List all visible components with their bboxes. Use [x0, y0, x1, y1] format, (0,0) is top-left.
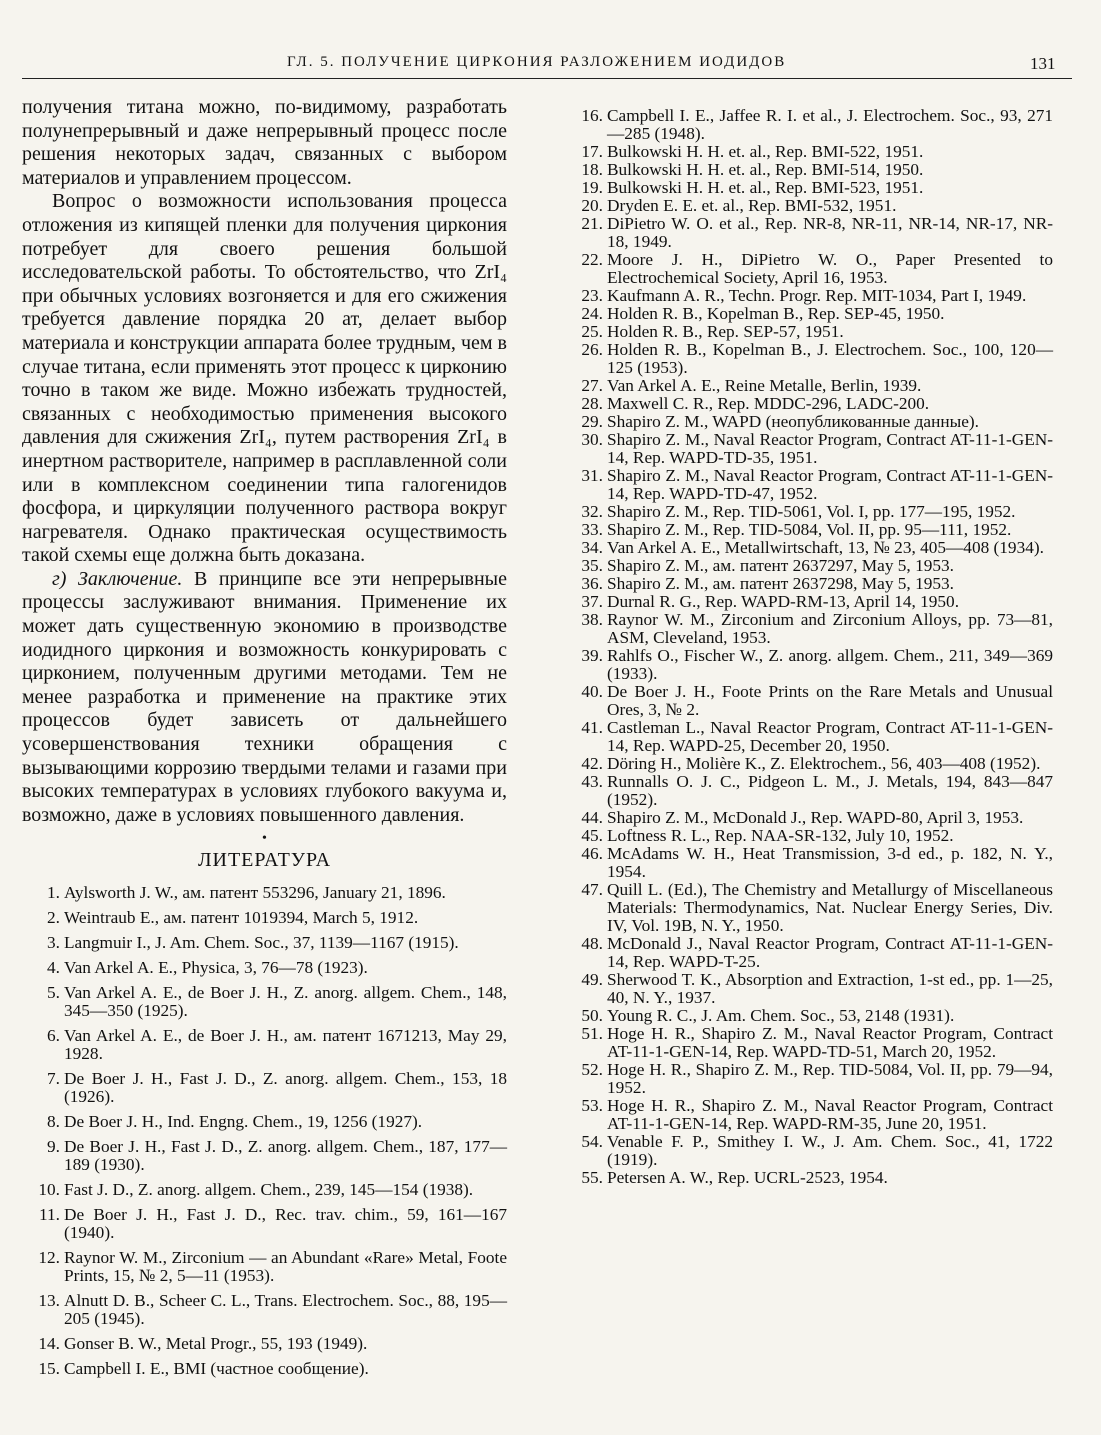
reference-item	[563, 683, 1053, 719]
reference-text: Hoge H. R., Shapiro Z. M., Naval Reactor Program, Contract AT-11-1-GEN-14, Rep. WAPD-TD-51, March 20, 1952.	[607, 1024, 1053, 1061]
reference-item	[22, 1360, 507, 1378]
reference-text: Petersen A. W., Rep. UCRL-2523, 1954.	[607, 1168, 888, 1187]
reference-text: Döring H., Molière K., Z. Elektrochem., 56, 403—408 (1952).	[607, 754, 1041, 773]
reference-item	[563, 1133, 1053, 1169]
reference-item	[563, 503, 1053, 521]
reference-item	[22, 1070, 507, 1106]
reference-text: De Boer J. H., Fast J. D., Z. anorg. allgem. Chem., 187, 177—189 (1930).	[64, 1137, 507, 1175]
reference-text: Shapiro Z. M., Naval Reactor Program, Contract AT-11-1-GEN-14, Rep. WAPD-TD-47, 1952.	[607, 466, 1053, 503]
reference-list-right	[563, 107, 1053, 1187]
literature-heading: ЛИТЕРАТУРА	[197, 849, 332, 872]
reference-item	[563, 215, 1053, 251]
reference-item	[563, 395, 1053, 413]
reference-number: 49.	[581, 970, 603, 989]
reference-number: 44.	[581, 808, 603, 827]
reference-item	[22, 984, 507, 1020]
reference-text: Kaufmann A. R., Techn. Progr. Rep. MIT-1034, Part I, 1949.	[607, 286, 1027, 305]
reference-list-left	[22, 884, 507, 1378]
reference-number: 1.	[47, 883, 60, 903]
reference-text: Sherwood T. K., Absorption and Extraction, 1-st ed., pp. 1—25, 40, N. Y., 1937.	[607, 970, 1053, 1007]
reference-item	[22, 884, 507, 902]
reference-item	[563, 755, 1053, 773]
reference-item	[563, 1169, 1053, 1187]
reference-number: 47.	[581, 880, 603, 899]
reference-text: DiPietro W. O. et al., Rep. NR-8, NR-11, NR-14, NR-17, NR-18, 1949.	[607, 214, 1053, 251]
reference-number: 35.	[581, 556, 603, 575]
reference-number: 12.	[38, 1248, 60, 1268]
reference-text: Loftness R. L., Rep. NAA-SR-132, July 10, 1952.	[607, 826, 954, 845]
reference-text: Shapiro Z. M., ам. патент 2637297, May 5, 1953.	[607, 556, 954, 575]
reference-item	[563, 377, 1053, 395]
reference-number: 21.	[581, 214, 603, 233]
reference-item	[22, 1181, 507, 1199]
reference-item	[22, 934, 507, 952]
reference-number: 20.	[581, 196, 603, 215]
reference-number: 41.	[581, 718, 603, 737]
reference-number: 22.	[581, 250, 603, 269]
reference-text: Van Arkel A. E., de Boer J. H., Z. anorg. allgem. Chem., 148, 345—350 (1925).	[64, 983, 507, 1021]
reference-text: Van Arkel A. E., Reine Metalle, Berlin, 1939.	[607, 376, 922, 395]
reference-text: Raynor W. M., Zirconium and Zirconium Alloys, pp. 73—81, ASM, Cleveland, 1953.	[607, 610, 1053, 647]
reference-item	[563, 287, 1053, 305]
reference-number: 8.	[47, 1112, 60, 1132]
reference-item	[563, 971, 1053, 1007]
reference-text: Maxwell C. R., Rep. MDDC-296, LADC-200.	[607, 394, 930, 413]
reference-text: De Boer J. H., Fast J. D., Rec. trav. chim., 59, 161—167 (1940).	[64, 1205, 507, 1243]
reference-number: 6.	[47, 1026, 60, 1046]
reference-text: Van Arkel A. E., Physica, 3, 76—78 (1923).	[64, 958, 368, 978]
reference-item	[563, 1061, 1053, 1097]
reference-item	[22, 1335, 507, 1353]
reference-text: Shapiro Z. M., Rep. TID-5084, Vol. II, pp. 95—111, 1952.	[607, 520, 1012, 539]
reference-text: Shapiro Z. M., Rep. TID-5061, Vol. I, pp. 177—195, 1952.	[607, 502, 1016, 521]
reference-item	[563, 161, 1053, 179]
reference-text: Van Arkel A. E., Metallwirtschaft, 13, № 23, 405—408 (1934).	[607, 538, 1044, 557]
reference-number: 50.	[581, 1006, 603, 1025]
reference-number: 46.	[581, 844, 603, 863]
reference-number: 40.	[581, 682, 603, 701]
reference-text: Fast J. D., Z. anorg. allgem. Chem., 239, 145—154 (1938).	[64, 1180, 474, 1200]
body-paragraph: Вопрос о возможности использования процесса отложения из кипящей пленки для получения циркония потребует для своего решения большой исследовательской работы. То обстоятельство, что ZrI₄ при обычных условиях возгоняется и для его сжижения требуется давление порядка 20 ат, делает выбор материала и конструкции аппарата более трудным, чем в случае титана, если применять этот процесс к цирконию точно в таком же виде. Можно избежать трудностей, связанных с необходимостью применения высокого давления для сжижения ZrI₄, путем растворения ZrI₄ в инертном растворителе, например в расплавленной соли или в комплексном соединении типа галогенидов фосфора, и циркуляции полученного раствора вокруг нагревателя. Однако практическая осуществимость такой схемы еще должна быть доказана.	[22, 190, 507, 567]
reference-text: Langmuir I., J. Am. Chem. Soc., 37, 1139—1167 (1915).	[64, 933, 459, 953]
reference-number: 36.	[581, 574, 603, 593]
reference-text: Quill L. (Ed.), The Chemistry and Metallurgy of Miscellaneous Materials: Thermodynamics, Nat. Nuclear Energy Series, Div. IV, Vol. 19B, N. Y., 1950.	[607, 880, 1053, 935]
reference-item	[563, 143, 1053, 161]
reference-number: 15.	[38, 1359, 60, 1379]
reference-text: Bulkowski H. H. et. al., Rep. BMI-523, 1951.	[607, 178, 924, 197]
reference-item	[563, 881, 1053, 935]
reference-item	[563, 467, 1053, 503]
reference-item	[563, 179, 1053, 197]
reference-number: 13.	[38, 1291, 60, 1311]
reference-item	[22, 959, 507, 977]
reference-number: 29.	[581, 412, 603, 431]
reference-item	[563, 107, 1053, 143]
reference-number: 17.	[581, 142, 603, 161]
reference-text: Durnal R. G., Rep. WAPD-RM-13, April 14, 1950.	[607, 592, 960, 611]
reference-item	[22, 1292, 507, 1328]
running-header	[22, 52, 1072, 79]
reference-item	[22, 1138, 507, 1174]
reference-number: 53.	[581, 1096, 603, 1115]
reference-item	[563, 413, 1053, 431]
reference-number: 14.	[38, 1334, 60, 1354]
conclusion-text: В принципе все эти непрерывные процессы заслуживают внимания. Применение их может дать существенную экономию в производстве иодидного циркония и возможность конкурировать с цирконием, полученным другими методами. Тем не менее разработка и применение на практике этих процессов будет зависеть от дальнейшего усовершенствования техники обращения с вызывающими коррозию твердыми телами и газами при высоких температурах в условиях глубокого вакуума и, возможно, даже в условиях повышенного давления.	[22, 567, 507, 826]
reference-item	[563, 647, 1053, 683]
reference-item	[22, 1027, 507, 1063]
reference-number: 42.	[581, 754, 603, 773]
reference-text: McAdams W. H., Heat Transmission, 3-d ed., p. 182, N. Y., 1954.	[607, 844, 1053, 881]
reference-item	[563, 1007, 1053, 1025]
reference-text: Shapiro Z. M., Naval Reactor Program, Contract AT-11-1-GEN-14, Rep. WAPD-TD-35, 1951.	[607, 430, 1053, 467]
section-bullet: •	[262, 831, 267, 847]
reference-number: 16.	[581, 106, 603, 125]
reference-number: 4.	[47, 958, 60, 978]
reference-text: Holden R. B., Rep. SEP-57, 1951.	[607, 322, 844, 341]
reference-item	[563, 431, 1053, 467]
reference-number: 33.	[581, 520, 603, 539]
reference-text: Holden R. B., Kopelman B., Rep. SEP-45, 1950.	[607, 304, 945, 323]
reference-number: 26.	[581, 340, 603, 359]
reference-number: 24.	[581, 304, 603, 323]
reference-number: 51.	[581, 1024, 603, 1043]
reference-text: Van Arkel A. E., de Boer J. H., ам. патент 1671213, May 29, 1928.	[64, 1026, 507, 1064]
reference-number: 55.	[581, 1168, 603, 1187]
reference-text: Runnalls O. J. C., Pidgeon L. M., J. Metals, 194, 843—847 (1952).	[607, 772, 1053, 809]
reference-text: Castleman L., Naval Reactor Program, Contract AT-11-1-GEN-14, Rep. WAPD-25, December 20, 1950.	[607, 718, 1053, 755]
reference-number: 23.	[581, 286, 603, 305]
reference-item	[563, 773, 1053, 809]
reference-number: 37.	[581, 592, 603, 611]
reference-number: 34.	[581, 538, 603, 557]
reference-item	[22, 1249, 507, 1285]
reference-text: Shapiro Z. M., McDonald J., Rep. WAPD-80, April 3, 1953.	[607, 808, 1024, 827]
reference-text: De Boer J. H., Ind. Engng. Chem., 19, 1256 (1927).	[64, 1112, 423, 1132]
reference-text: De Boer J. H., Foote Prints on the Rare Metals and Unusual Ores, 3, № 2.	[607, 682, 1053, 719]
reference-number: 3.	[47, 933, 60, 953]
reference-item	[563, 827, 1053, 845]
reference-item	[22, 909, 507, 927]
reference-number: 30.	[581, 430, 603, 449]
reference-item	[563, 323, 1053, 341]
reference-item	[563, 341, 1053, 377]
conclusion-lead: г) Заключение.	[52, 567, 183, 590]
conclusion-paragraph	[22, 568, 507, 828]
reference-number: 19.	[581, 178, 603, 197]
reference-item	[563, 719, 1053, 755]
reference-text: Venable F. P., Smithey I. W., J. Am. Chem. Soc., 41, 1722 (1919).	[607, 1132, 1053, 1169]
reference-text: Raynor W. M., Zirconium — an Abundant «Rare» Metal, Foote Prints, 15, № 2, 5—11 (1953).	[64, 1248, 507, 1286]
reference-number: 28.	[581, 394, 603, 413]
reference-number: 32.	[581, 502, 603, 521]
reference-item	[22, 1113, 507, 1131]
reference-item	[563, 197, 1053, 215]
reference-item	[563, 593, 1053, 611]
reference-item	[563, 557, 1053, 575]
reference-text: De Boer J. H., Fast J. D., Z. anorg. allgem. Chem., 153, 18 (1926).	[64, 1069, 507, 1107]
reference-number: 7.	[47, 1069, 60, 1089]
reference-text: Shapiro Z. M., WAPD (неопубликованные данные).	[607, 412, 979, 431]
reference-text: Weintraub E., ам. патент 1019394, March 5, 1912.	[64, 908, 419, 928]
reference-number: 9.	[47, 1137, 60, 1157]
reference-item	[563, 251, 1053, 287]
reference-item	[563, 611, 1053, 647]
page-number: 131	[1030, 54, 1056, 73]
reference-number: 39.	[581, 646, 603, 665]
reference-text: Hoge H. R., Shapiro Z. M., Rep. TID-5084, Vol. II, pp. 79—94, 1952.	[607, 1060, 1053, 1097]
reference-item	[563, 1025, 1053, 1061]
reference-number: 43.	[581, 772, 603, 791]
body-paragraph: получения титана можно, по-видимому, разработать полунепрерывный и даже непрерывный процесс после решения некоторых задач, связанных с выбором материалов и управлением процессом.	[22, 96, 507, 189]
chapter-title: ГЛ. 5. ПОЛУЧЕНИЕ ЦИРКОНИЯ РАЗЛОЖЕНИЕМ ИОДИДОВ	[287, 54, 787, 70]
reference-text: Hoge H. R., Shapiro Z. M., Naval Reactor Program, Contract AT-11-1-GEN-14, Rep. WAPD-RM-35, June 20, 1951.	[607, 1096, 1053, 1133]
reference-number: 45.	[581, 826, 603, 845]
reference-text: Aylsworth J. W., ам. патент 553296, January 21, 1896.	[64, 883, 446, 903]
reference-number: 31.	[581, 466, 603, 485]
reference-number: 25.	[581, 322, 603, 341]
reference-number: 52.	[581, 1060, 603, 1079]
reference-text: Campbell I. E., BMI (частное сообщение).	[64, 1359, 369, 1379]
reference-item	[563, 521, 1053, 539]
reference-text: Holden R. B., Kopelman B., J. Electrochem. Soc., 100, 120—125 (1953).	[607, 340, 1053, 377]
reference-number: 27.	[581, 376, 603, 395]
reference-number: 11.	[39, 1205, 60, 1225]
reference-number: 48.	[581, 934, 603, 953]
reference-text: Campbell I. E., Jaffee R. I. et al., J. Electrochem. Soc., 93, 271—285 (1948).	[607, 106, 1053, 143]
reference-number: 5.	[47, 983, 60, 1003]
reference-number: 18.	[581, 160, 603, 179]
reference-item	[563, 809, 1053, 827]
reference-item	[563, 935, 1053, 971]
reference-number: 2.	[47, 908, 60, 928]
reference-text: Dryden E. E. et. al., Rep. BMI-532, 1951.	[607, 196, 897, 215]
reference-text: McDonald J., Naval Reactor Program, Contract AT-11-1-GEN-14, Rep. WAPD-T-25.	[607, 934, 1053, 971]
reference-item	[563, 575, 1053, 593]
reference-text: Gonser B. W., Metal Progr., 55, 193 (1949).	[64, 1334, 368, 1354]
reference-text: Young R. C., J. Am. Chem. Soc., 53, 2148 (1931).	[607, 1006, 955, 1025]
reference-text: Bulkowski H. H. et. al., Rep. BMI-514, 1950.	[607, 160, 924, 179]
left-column	[22, 96, 507, 1385]
right-column	[563, 107, 1053, 1187]
reference-number: 54.	[581, 1132, 603, 1151]
reference-item	[563, 845, 1053, 881]
reference-item	[563, 1097, 1053, 1133]
reference-number: 38.	[581, 610, 603, 629]
reference-item	[563, 539, 1053, 557]
reference-text: Moore J. H., DiPietro W. O., Paper Presented to Electrochemical Society, April 16, 1953.	[607, 250, 1053, 287]
reference-text: Bulkowski H. H. et. al., Rep. BMI-522, 1951.	[607, 142, 924, 161]
reference-text: Rahlfs O., Fischer W., Z. anorg. allgem. Chem., 211, 349—369 (1933).	[607, 646, 1053, 683]
reference-number: 10.	[38, 1180, 60, 1200]
reference-text: Shapiro Z. M., ам. патент 2637298, May 5, 1953.	[607, 574, 954, 593]
reference-item	[22, 1206, 507, 1242]
reference-text: Alnutt D. B., Scheer C. L., Trans. Electrochem. Soc., 88, 195—205 (1945).	[64, 1291, 507, 1329]
reference-item	[563, 305, 1053, 323]
